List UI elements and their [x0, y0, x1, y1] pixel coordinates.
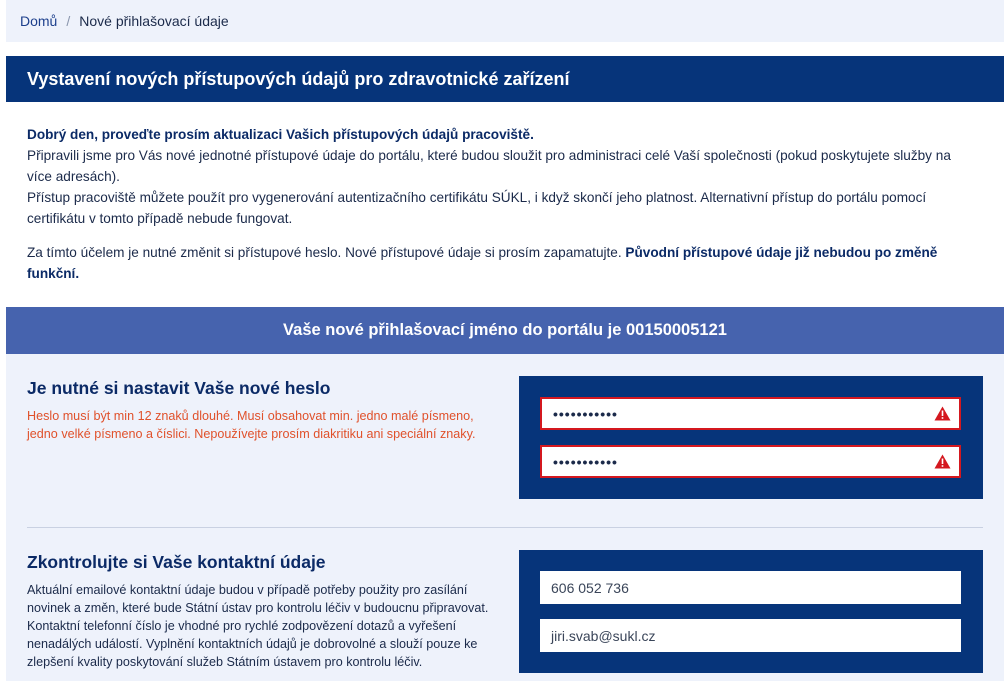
- warning-triangle-icon: [934, 454, 951, 469]
- intro-line-3-strong: Původní přístupové údaje již nebudou po změně funkční.: [27, 245, 938, 281]
- password-hint: Heslo musí být min 12 znaků dlouhé. Musí obsahovat min. jedno malé písmeno, jedno velké písmeno a číslici. Nepoužívejte prosím diakritiku ani speciální znaky.: [27, 409, 476, 441]
- intro-line-2: Přístup pracoviště můžete použít pro vygenerování autentizačního certifikátu SÚKL, i když skončí jeho platnost. Alternativní přístup do portálu pomocí certifikátu v tomto případě nebude fungovat.: [27, 190, 927, 226]
- intro-line-3-text: Za tímto účelem je nutné změnit si přístupové heslo. Nové přístupové údaje si prosím zapamatujte.: [27, 245, 622, 260]
- username-banner: Vaše nové přihlašovací jméno do portálu je 00150005121: [6, 307, 1004, 354]
- intro-text: [27, 124, 977, 284]
- contact-section-title: Zkontrolujte si Vaše kontaktní údaje: [27, 552, 326, 572]
- email-field[interactable]: jiri.svab@sukl.cz: [540, 619, 961, 652]
- contact-hint: Aktuální emailové kontaktní údaje budou v případě potřeby použity pro zasílání novinek a změn, které bude Státní ústav pro kontrolu léčiv v budoucnu připravovat. Kontaktní telefonní číslo je vhodné pro rychlé zodpovězení dotazů a vyřešení nenadálých událostí. Vyplnění kontaktních údajů je dobrovolné a slouží pouze ke zlepšení kvality poskytování služeb Státním ústavem pro kontrolu léčiv.: [27, 583, 489, 669]
- confirm-password-value: •••••••••••: [553, 453, 618, 470]
- confirm-password-field[interactable]: [540, 445, 961, 478]
- warning-triangle-icon: [934, 406, 951, 421]
- new-password-value: •••••••••••: [553, 405, 618, 422]
- new-password-field[interactable]: [540, 397, 961, 430]
- intro-line-1: Připravili jsme pro Vás nové jednotné přístupové údaje do portálu, které budou sloužit pro administraci celé Vaší společnosti (pokud poskytujete služby na více adresách).: [27, 148, 951, 184]
- contact-panel: [519, 550, 983, 673]
- breadcrumb: [6, 0, 1004, 42]
- intro-greeting: Dobrý den, proveďte prosím aktualizaci Vašich přístupových údajů pracoviště.: [27, 127, 534, 142]
- password-section-title: Je nutné si nastavit Vaše nové heslo: [27, 378, 331, 398]
- password-panel: [519, 376, 983, 499]
- page-title-bar: [6, 56, 1004, 102]
- section-divider: [27, 527, 983, 528]
- page-title: Vystavení nových přístupových údajů pro zdravotnické zařízení: [27, 68, 570, 89]
- breadcrumb-home-link[interactable]: Domů: [20, 13, 58, 29]
- phone-field[interactable]: 606 052 736: [540, 571, 961, 604]
- breadcrumb-separator: /: [66, 13, 71, 29]
- breadcrumb-current: Nové přihlašovací údaje: [79, 13, 229, 29]
- intro-line-3: [27, 242, 977, 284]
